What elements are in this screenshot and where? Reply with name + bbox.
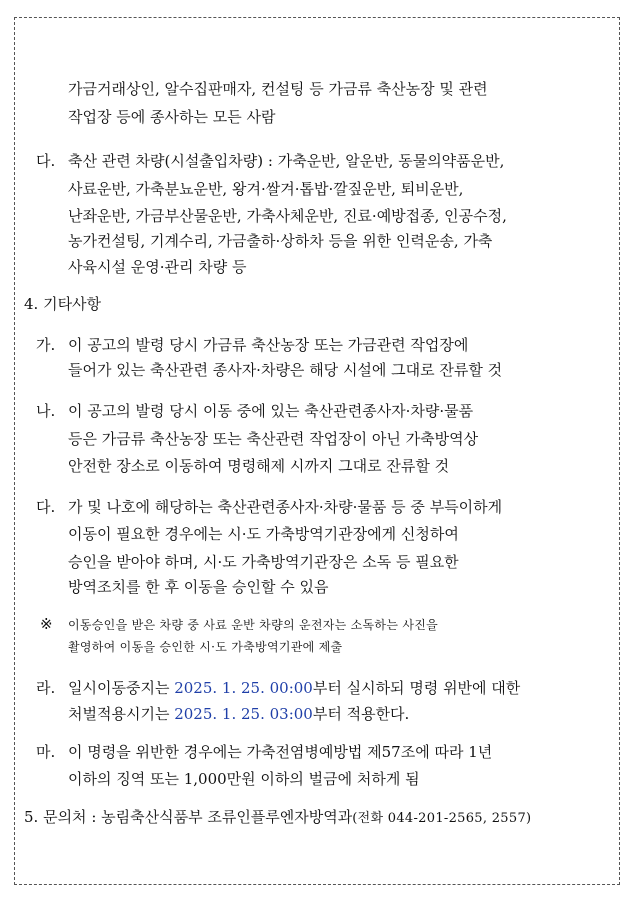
penalty-datetime: 2025. 1. 25. 03:00 (174, 705, 313, 723)
da2-line-4: 방역조치를 한 후 이동을 승인할 수 있음 (68, 578, 329, 596)
start-datetime: 2025. 1. 25. 00:00 (174, 679, 313, 697)
ra-line-1 (68, 678, 520, 698)
ma-line-2: 이하의 징역 또는 1,000만원 이하의 벌금에 처하게 됨 (68, 770, 420, 788)
na-line-2: 등은 가금류 축산농장 또는 축산관련 작업장이 아닌 가축방역상 (68, 430, 479, 448)
contact-phone: (전화 044-201-2565, 2557) (352, 811, 532, 826)
continued-line-2: 작업장 등에 종사하는 모든 사람 (68, 108, 276, 126)
ra-text-2a: 처벌적용시기는 (68, 705, 175, 723)
vehicles-line-1: 축산 관련 차량(시설출입차량) : 가축운반, 알운반, 동물의약품운반, (68, 152, 505, 170)
ra-text-1b: 부터 실시하되 명령 위반에 대한 (312, 679, 521, 697)
item-marker-na: 나. (36, 402, 56, 420)
da2-line-1: 가 및 나호에 해당하는 축산관련종사자·차량·물품 등 중 부득이하게 (68, 498, 503, 516)
note-line-2: 촬영하여 이동을 승인한 시·도 가축방역기관에 제출 (68, 640, 343, 654)
section-4-title: 4. 기타사항 (24, 295, 102, 313)
item-marker-ra: 라. (36, 679, 56, 697)
item-marker-da: 다. (36, 152, 56, 170)
vehicles-line-2: 사료운반, 가축분뇨운반, 왕겨·쌀겨·톱밥·깔짚운반, 퇴비운반, (68, 180, 464, 198)
ga-line-1: 이 공고의 발령 당시 가금류 축산농장 또는 가금관련 작업장에 (68, 336, 469, 354)
vehicles-line-3: 난좌운반, 가금부산물운반, 가축사체운반, 진료·예방접종, 인공수정, (68, 207, 507, 225)
vehicles-line-5: 사육시설 운영·관리 차량 등 (68, 258, 247, 276)
note-line-1: 이동승인을 받은 차량 중 사료 운반 차량의 운전자는 소독하는 사진을 (68, 618, 439, 632)
note-marker: ※ (40, 615, 53, 633)
item-marker-da-2: 다. (36, 498, 56, 516)
vehicles-line-4: 농가컨설팅, 기계수리, 가금출하·상하차 등을 위한 인력운송, 가축 (68, 232, 493, 250)
da2-line-3: 승인을 받아야 하며, 시·도 가축방역기관장은 소독 등 필요한 (68, 553, 459, 571)
item-marker-ma: 마. (36, 743, 56, 761)
ga-line-2: 들어가 있는 축산관련 종사자·차량은 해당 시설에 그대로 잔류할 것 (68, 361, 503, 379)
ra-text-2b: 부터 적용한다. (312, 705, 410, 723)
ra-line-2 (68, 704, 409, 724)
na-line-3: 안전한 장소로 이동하여 명령해제 시까지 그대로 잔류할 것 (68, 457, 450, 475)
na-line-1: 이 공고의 발령 당시 이동 중에 있는 축산관련종사자·차량·물품 (68, 402, 474, 420)
ra-text-1a: 일시이동중지는 (68, 679, 175, 697)
continued-line-1: 가금거래상인, 알수집판매자, 컨설팅 등 가금류 축산농장 및 관련 (68, 80, 488, 98)
da2-line-2: 이동이 필요한 경우에는 시·도 가축방역기관장에게 신청하여 (68, 525, 459, 543)
item-marker-ga: 가. (36, 336, 56, 354)
contact-title: 5. 문의처 : 농림축산식품부 조류인플루엔자방역과 (24, 808, 353, 826)
section-5-contact (24, 807, 531, 827)
ma-line-1: 이 명령을 위반한 경우에는 가축전염병예방법 제57조에 따라 1년 (68, 743, 493, 761)
